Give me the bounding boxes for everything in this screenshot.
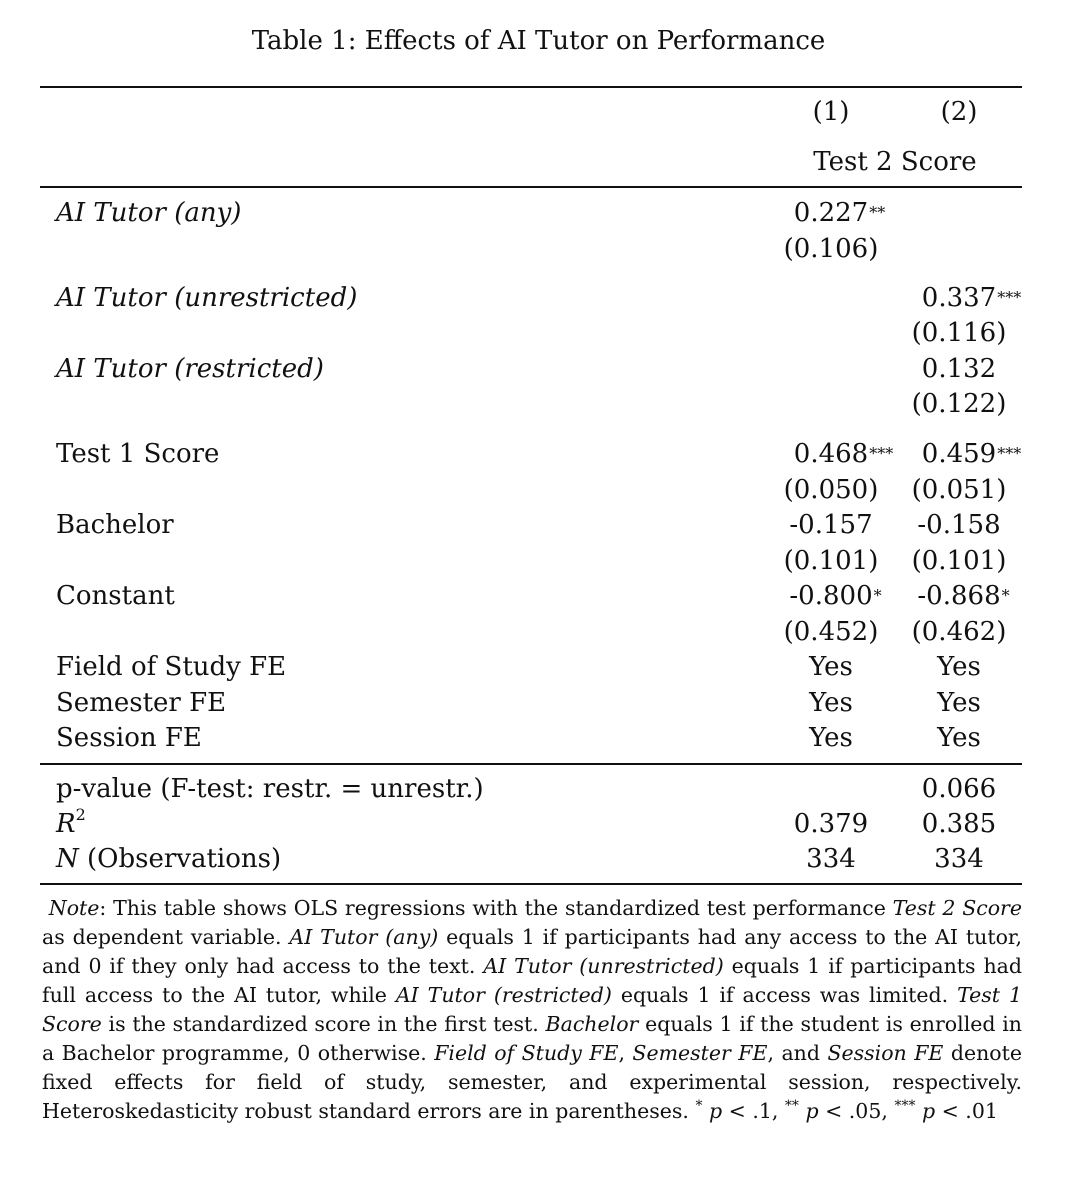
table-row [0,720,1077,756]
column-number-row [0,94,1077,130]
table-row [0,315,1077,351]
se-cell: (0.051) [911,475,1007,505]
stat-cell: 0.379 [793,809,869,839]
table-row [0,614,1077,650]
significance-stars: * [873,586,882,605]
row-label-semester-fe: Semester FE [56,688,227,718]
coef-cell: -0.800 * [766,578,896,614]
table-title: Table 1: Effects of AI Tutor on Performance [251,26,826,56]
se-cell: (0.462) [911,617,1007,647]
stats-rule [40,763,1022,765]
table-row [0,771,1077,807]
fe-cell: Yes [937,652,981,682]
dependent-variable-header: Test 2 Score [813,147,977,177]
table-row [0,841,1077,877]
significance-stars: * [1001,586,1010,605]
se-cell: (0.452) [783,617,879,647]
stat-cell: 0.385 [921,809,997,839]
se-cell: (0.050) [783,475,879,505]
table-row [0,195,1077,231]
se-cell: (0.122) [911,389,1007,419]
row-label-ai-tutor-restricted: AI Tutor (restricted) [56,354,324,384]
significance-stars: *** [997,444,1022,463]
bottom-rule [40,883,1022,885]
row-label-session-fe: Session FE [56,723,202,753]
row-label-constant: Constant [56,581,175,611]
table-row [0,685,1077,721]
fe-cell: Yes [809,723,853,753]
fe-cell: Yes [809,652,853,682]
stat-cell: 0.066 [921,774,997,804]
table-row [0,351,1077,387]
table-note: Note: This table shows OLS regressions with the standardized test performance Test 2 Score as dependent variable. AI Tutor (any) equals 1 if participants had any access to the AI tutor, and 0 if they only had access to the text. AI Tutor (unrestricted) equals 1 if participants had full access to the AI tutor, while AI Tutor (restricted) equals 1 if access was limited. Test 1 Score is the standardized score in the first test. Bachelor equals 1 if the student is enrolled in a Bachelor programme, 0 otherwise. Field of Study FE, Semester FE, and Session FE denote fixed effects for field of study, semester, and experimental session, respectively. Heteroskedasticity robust standard errors are in parentheses. * p < .1, ** p < .05, *** p < .01 [42,896,1023,1123]
table-row [0,543,1077,579]
coef-cell: 0.337 *** [894,280,1024,316]
row-label-ai-tutor-any: AI Tutor (any) [56,198,242,228]
fe-cell: Yes [937,723,981,753]
row-label-bachelor: Bachelor [56,510,174,540]
coef-cell: 0.227 ** [766,195,896,231]
stat-cell: 334 [806,844,856,874]
col2-header: (2) [940,97,978,127]
table-row [0,472,1077,508]
coef-cell: -0.158 [917,510,1001,540]
se-cell: (0.106) [783,234,879,264]
row-label-ai-tutor-unrestricted: AI Tutor (unrestricted) [56,283,358,313]
se-cell: (0.101) [911,546,1007,576]
row-label-r-squared: $R^2$ [56,805,86,839]
stat-cell: 334 [934,844,984,874]
top-rule [40,86,1022,88]
coef-cell: -0.868 * [894,578,1024,614]
coef-cell: 0.468 *** [766,436,896,472]
significance-stars: *** [997,288,1022,307]
coef-cell: 0.132 [921,354,997,384]
fe-cell: Yes [937,688,981,718]
se-cell: (0.116) [911,318,1007,348]
table-row [0,436,1077,472]
dependent-variable-row [0,144,1077,180]
row-label-observations: N (Observations) [56,844,282,874]
coef-cell: -0.157 [789,510,873,540]
header-rule [40,186,1022,188]
row-label-pvalue: p-value (F-test: restr. = unrestr.) [56,774,484,804]
table-row [0,507,1077,543]
table-row [0,649,1077,685]
coef-cell: 0.459 *** [894,436,1024,472]
significance-stars: *** [869,444,894,463]
table-row [0,578,1077,614]
table-row [0,231,1077,267]
table-row [0,280,1077,316]
se-cell: (0.101) [783,546,879,576]
significance-stars: ** [869,203,886,222]
fe-cell: Yes [809,688,853,718]
table-row [0,806,1077,842]
table-row [0,386,1077,422]
row-label-field-fe: Field of Study FE [56,652,287,682]
col1-header: (1) [812,97,850,127]
row-label-test1-score: Test 1 Score [56,439,220,469]
